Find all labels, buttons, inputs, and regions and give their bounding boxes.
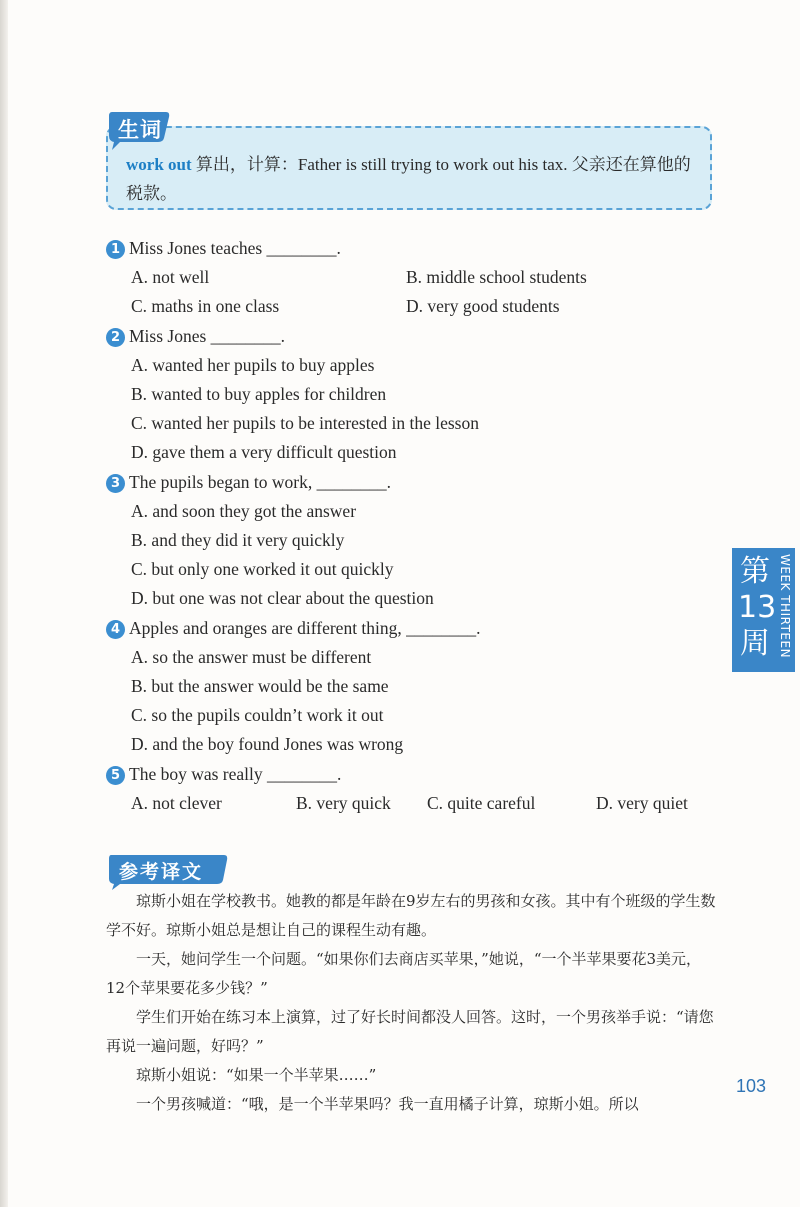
vocab-term: work out: [126, 155, 192, 174]
question-number-4-icon: 4: [106, 620, 125, 639]
translation-tag-label: 参考译文: [119, 861, 204, 883]
question-stem: Miss Jones teaches ________.: [129, 238, 341, 258]
question-number-2-icon: 2: [106, 328, 125, 347]
question-stem: The boy was really ________.: [129, 764, 342, 784]
question-2: [106, 325, 285, 347]
option-5c: C. quite careful: [427, 793, 536, 813]
translation-paragraph: 一个男孩喊道：“哦，是一个半苹果吗？我一直用橘子计算，琼斯小姐。所以: [136, 1095, 639, 1113]
option-2d: D. gave them a very difficult question: [131, 442, 397, 462]
question-stem: Apples and oranges are different thing, ________.: [129, 618, 481, 638]
week-side-tab: [732, 548, 795, 672]
option-2a: A. wanted her pupils to buy apples: [131, 355, 375, 375]
translation-paragraph: 学生们开始在练习本上演算，过了好长时间都没人回答。这时，一个男孩举手说：“请您再说一遍问题，好吗？”: [106, 1008, 714, 1055]
vocab-tag-label: 生词: [118, 118, 162, 142]
option-5b: B. very quick: [296, 793, 391, 813]
translation-paragraph: 琼斯小姐在学校教书。她教的都是年龄在9岁左右的男孩和女孩。其中有个班级的学生数学不好。琼斯小姐总是想让自己的课程生动有趣。: [106, 892, 716, 939]
option-1b: B. middle school students: [406, 267, 587, 287]
option-2b: B. wanted to buy apples for children: [131, 384, 387, 404]
question-stem: Miss Jones ________.: [129, 326, 286, 346]
question-number-1-icon: 1: [106, 240, 125, 259]
question-3: [106, 471, 391, 493]
translation-paragraph: 一天，她问学生一个问题。“如果你们去商店买苹果，”她说，“一个半苹果要花3美元，12个苹果要花多少钱？”: [106, 950, 702, 997]
translation-text: [106, 887, 716, 1119]
option-3a: A. and soon they got the answer: [131, 501, 357, 521]
vocab-tag: [106, 108, 172, 150]
option-1a: A. not well: [131, 267, 210, 287]
option-4d: D. and the boy found Jones was wrong: [131, 734, 404, 754]
option-3b: B. and they did it very quickly: [131, 530, 345, 550]
option-5a: A. not clever: [131, 793, 222, 813]
vocabulary-box: [106, 126, 712, 210]
page-spine-shadow: [0, 0, 8, 1207]
translation-paragraph: 琼斯小姐说：“如果一个半苹果……”: [136, 1066, 377, 1084]
question-5: [106, 763, 341, 785]
option-3c: C. but only one worked it out quickly: [131, 559, 394, 579]
option-4c: C. so the pupils couldn’t work it out: [131, 705, 384, 725]
week-label-english: WEEK THIRTEEN: [778, 554, 792, 659]
option-4b: B. but the answer would be the same: [131, 676, 389, 696]
option-1c: C. maths in one class: [131, 296, 280, 316]
option-2c: C. wanted her pupils to be interested in the lesson: [131, 413, 479, 433]
question-number-3-icon: 3: [106, 474, 125, 493]
question-stem: The pupils began to work, ________.: [129, 472, 391, 492]
question-1: [106, 237, 341, 259]
option-3d: D. but one was not clear about the question: [131, 588, 434, 608]
question-4: [106, 617, 481, 639]
week-label-chinese: 第13周: [738, 554, 777, 661]
vocab-definition: 算出，计算：Father is still trying to work out his tax. 父亲还在算他的税款。: [126, 155, 691, 203]
translation-tag: [106, 852, 230, 890]
page-number: 103: [736, 1076, 767, 1096]
option-4a: A. so the answer must be different: [131, 647, 372, 667]
question-number-5-icon: 5: [106, 766, 125, 785]
option-5d: D. very quiet: [596, 793, 688, 813]
option-1d: D. very good students: [406, 296, 560, 316]
